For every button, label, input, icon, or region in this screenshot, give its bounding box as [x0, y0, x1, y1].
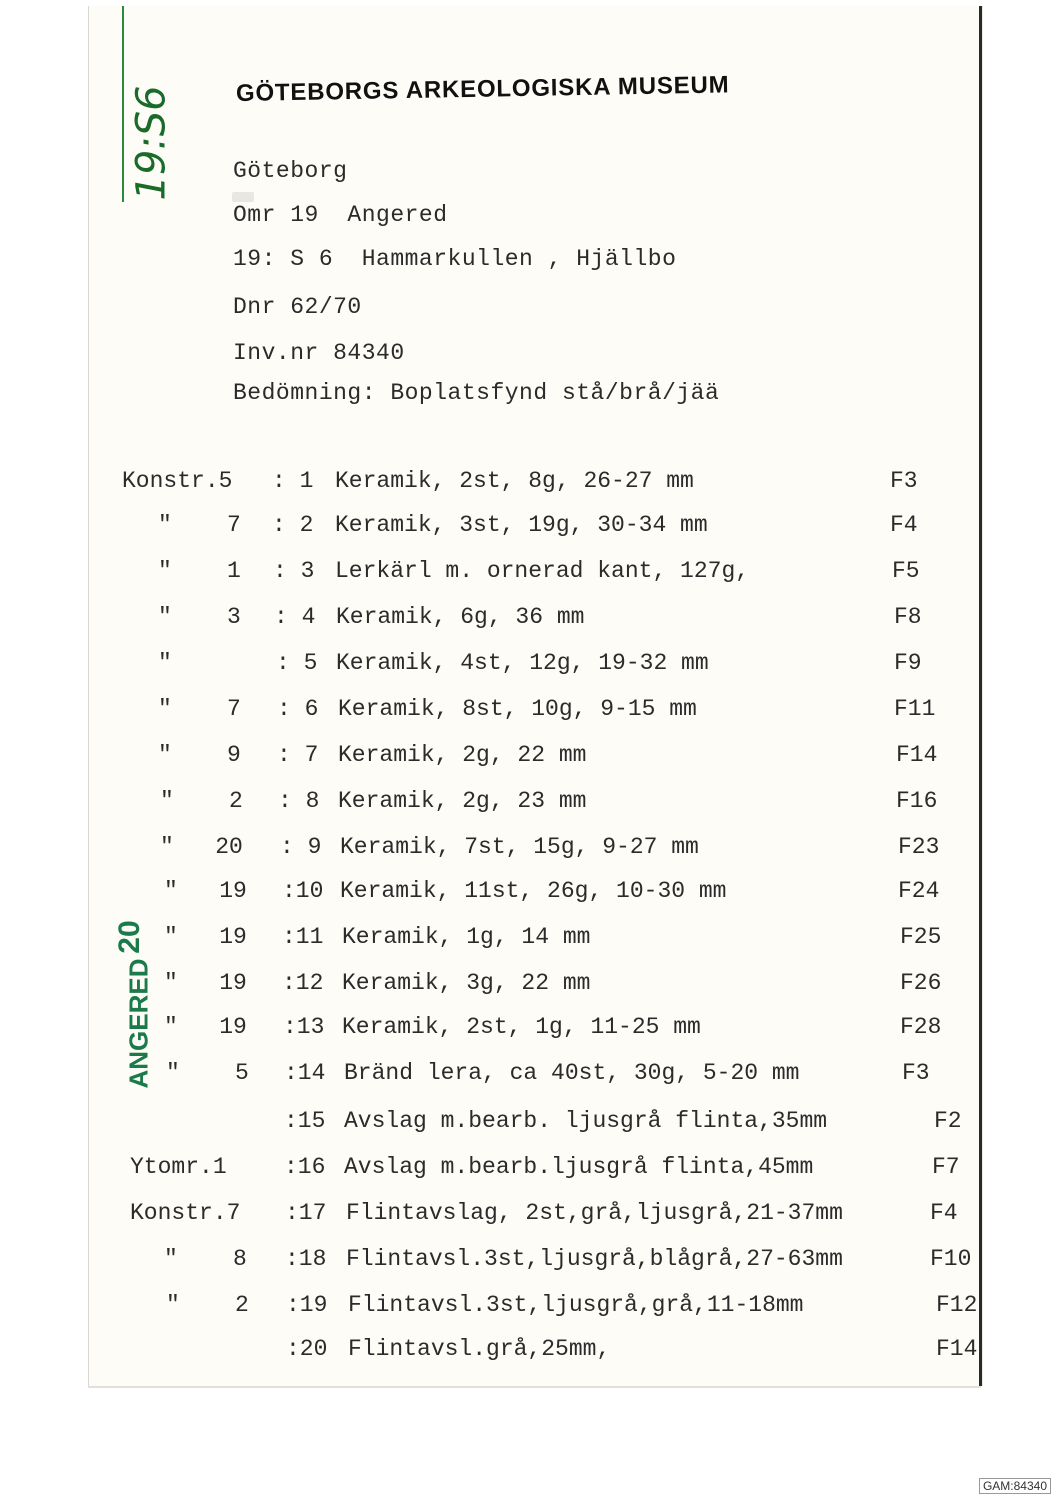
handwritten-margin-line	[122, 6, 124, 202]
find-row	[0, 1336, 1057, 1366]
find-row	[0, 788, 1057, 818]
find-description: Keramik, 1g, 14 mm	[342, 924, 591, 950]
find-feature: F26	[900, 970, 942, 996]
find-feature: F2	[934, 1108, 962, 1134]
find-feature: F24	[898, 878, 940, 904]
find-context: Ytomr.1	[130, 1154, 227, 1180]
find-number: :15	[284, 1108, 326, 1134]
museum-header: GÖTEBORGS ARKEOLOGISKA MUSEUM	[235, 71, 730, 107]
find-row	[0, 834, 1057, 864]
find-feature: F14	[936, 1336, 978, 1362]
find-number: :11	[282, 924, 324, 950]
info-line-dnr: Dnr 62/70	[233, 294, 362, 320]
find-row	[0, 1060, 1057, 1090]
find-number: : 3	[273, 558, 315, 584]
find-feature: F4	[890, 512, 918, 538]
find-feature: F4	[930, 1200, 958, 1226]
find-context: " 1	[158, 558, 241, 584]
find-context: "	[158, 650, 172, 676]
find-number: :12	[282, 970, 324, 996]
find-feature: F23	[898, 834, 940, 860]
info-line-assessment: Bedömning: Boplatsfynd stå/brå/jää	[233, 380, 720, 406]
find-feature: F14	[896, 742, 938, 768]
find-number: : 9	[280, 834, 322, 860]
find-description: Flintavsl.3st,ljusgrå,blågrå,27-63mm	[346, 1246, 843, 1272]
find-number: :17	[285, 1200, 327, 1226]
find-feature: F25	[900, 924, 942, 950]
info-line-area: Omr 19 Angered	[233, 202, 448, 228]
find-context: " 7	[158, 512, 241, 538]
find-description: Keramik, 2g, 22 mm	[338, 742, 587, 768]
find-number: :13	[283, 1014, 325, 1040]
find-context: " 5	[166, 1060, 249, 1086]
find-number: :14	[284, 1060, 326, 1086]
image-reference: GAM:84340	[979, 1478, 1051, 1494]
find-feature: F3	[902, 1060, 930, 1086]
find-number: :10	[282, 878, 324, 904]
find-context: Konstr.7	[130, 1200, 241, 1226]
find-description: Keramik, 3g, 22 mm	[342, 970, 591, 996]
find-feature: F7	[932, 1154, 960, 1180]
find-row	[0, 1014, 1057, 1044]
find-row	[0, 970, 1057, 1000]
find-feature: F28	[900, 1014, 942, 1040]
find-row	[0, 696, 1057, 726]
find-number: : 7	[277, 742, 319, 768]
find-row	[0, 650, 1057, 680]
find-feature: F11	[894, 696, 936, 722]
find-row	[0, 1108, 1057, 1138]
find-row	[0, 1154, 1057, 1184]
find-row	[0, 558, 1057, 588]
find-row	[0, 1292, 1057, 1322]
find-number: :16	[284, 1154, 326, 1180]
find-row	[0, 924, 1057, 954]
find-context: " 2	[160, 788, 243, 814]
handwritten-number: 19:S6	[128, 85, 175, 201]
find-row	[0, 512, 1057, 542]
find-description: Flintavsl.grå,25mm,	[348, 1336, 611, 1362]
find-feature: F9	[894, 650, 922, 676]
find-description: Flintavsl.3st,ljusgrå,grå,11-18mm	[348, 1292, 804, 1318]
card-edge	[88, 1386, 981, 1388]
smudge-mark	[232, 192, 254, 202]
find-number: : 1	[272, 468, 314, 494]
find-number: : 2	[272, 512, 314, 538]
find-number: : 5	[276, 650, 318, 676]
find-feature: F8	[894, 604, 922, 630]
find-row	[0, 742, 1057, 772]
find-context: " 2	[166, 1292, 249, 1318]
info-line-inventory: Inv.nr 84340	[233, 340, 405, 366]
find-context: Konstr.5	[122, 468, 233, 494]
find-description: Keramik, 11st, 26g, 10-30 mm	[340, 878, 727, 904]
find-row	[0, 878, 1057, 908]
find-context: " 19	[164, 878, 247, 904]
find-description: Keramik, 4st, 12g, 19-32 mm	[336, 650, 709, 676]
find-row	[0, 468, 1057, 498]
find-context: " 19	[164, 1014, 247, 1040]
find-context: " 3	[158, 604, 241, 630]
find-context: " 8	[164, 1246, 247, 1272]
find-description: Avslag m.bearb. ljusgrå flinta,35mm	[344, 1108, 828, 1134]
find-row	[0, 1246, 1057, 1276]
find-number: : 8	[278, 788, 320, 814]
find-context: " 19	[164, 970, 247, 996]
find-feature: F5	[892, 558, 920, 584]
find-context: " 20	[160, 834, 243, 860]
stamp-number	[113, 917, 147, 957]
find-number: : 4	[274, 604, 316, 630]
find-context: " 7	[158, 696, 241, 722]
find-feature: F10	[930, 1246, 972, 1272]
find-context: " 9	[158, 742, 241, 768]
find-description: Lerkärl m. ornerad kant, 127g,	[335, 558, 750, 584]
find-description: Keramik, 3st, 19g, 30-34 mm	[335, 512, 708, 538]
find-row	[0, 604, 1057, 634]
find-description: Keramik, 7st, 15g, 9-27 mm	[340, 834, 699, 860]
find-description: Keramik, 2st, 1g, 11-25 mm	[342, 1014, 701, 1040]
find-description: Keramik, 2st, 8g, 26-27 mm	[335, 468, 694, 494]
find-description: Avslag m.bearb.ljusgrå flinta,45mm	[344, 1154, 814, 1180]
info-line-city: Göteborg	[233, 158, 348, 184]
find-row	[0, 1200, 1057, 1230]
find-number: :18	[285, 1246, 327, 1272]
find-number: : 6	[277, 696, 319, 722]
stamp-angered-text: ANGERED	[123, 958, 154, 1089]
find-description: Keramik, 8st, 10g, 9-15 mm	[338, 696, 697, 722]
find-description: Keramik, 6g, 36 mm	[336, 604, 585, 630]
info-line-site: 19: S 6 Hammarkullen , Hjällbo	[233, 246, 677, 272]
find-description: Flintavslag, 2st,grå,ljusgrå,21-37mm	[346, 1200, 843, 1226]
find-description: Bränd lera, ca 40st, 30g, 5-20 mm	[344, 1060, 800, 1086]
find-description: Keramik, 2g, 23 mm	[338, 788, 587, 814]
find-number: :20	[286, 1336, 328, 1362]
find-feature: F3	[890, 468, 918, 494]
find-feature: F16	[896, 788, 938, 814]
stamp-number-text: 20	[113, 920, 146, 954]
find-context: " 19	[164, 924, 247, 950]
find-feature: F12	[936, 1292, 978, 1318]
find-number: :19	[286, 1292, 328, 1318]
stamp-angered	[124, 949, 155, 1099]
